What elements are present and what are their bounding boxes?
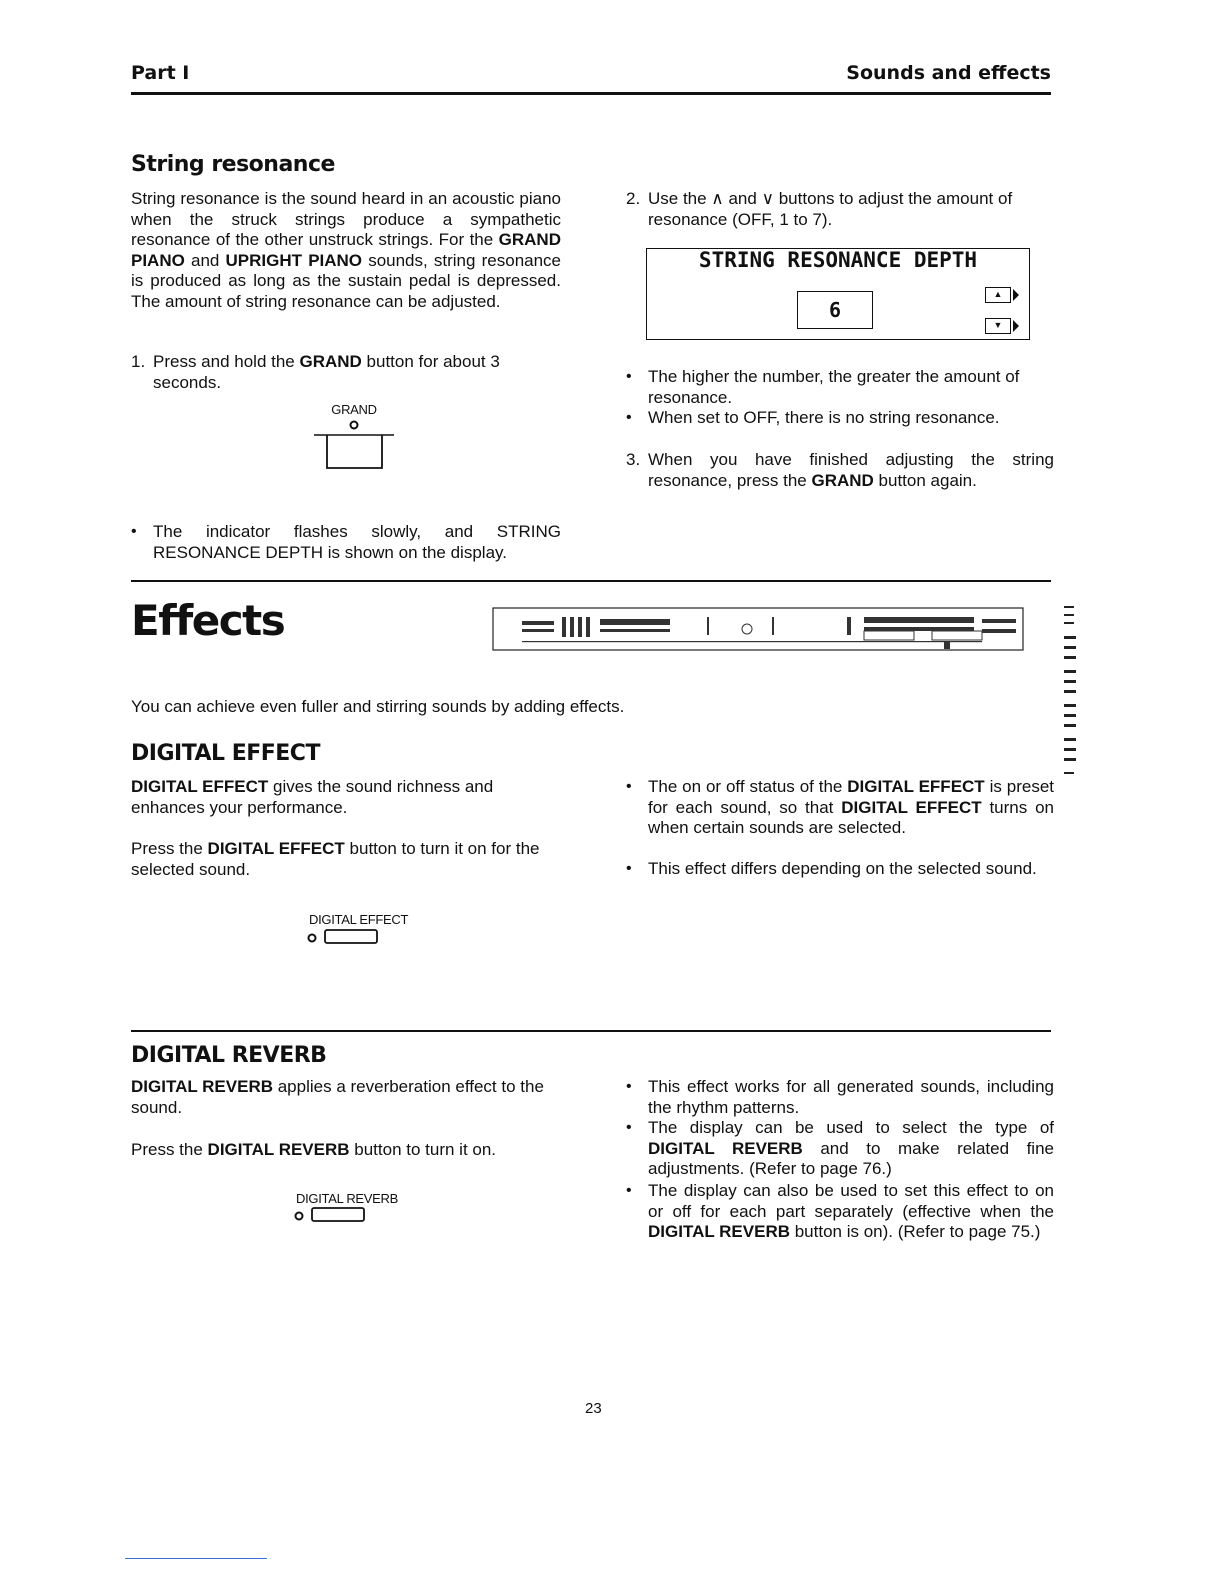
string-resonance-heading: String resonance (131, 152, 335, 177)
digital-reverb-desc: DIGITAL REVERB applies a reverberation effect to the sound. (131, 1077, 544, 1117)
digital-effect-desc: DIGITAL EFFECT gives the sound richness and enhances your performance. (131, 777, 494, 817)
digital-effect-bullet-1: • The on or off status of the DIGITAL EFFECT is preset for each sound, so that DIGITAL EFFECT turns on when certain sounds are selected. (626, 777, 1055, 838)
effects-heading: Effects (131, 596, 285, 645)
digital-reverb-button-icon[interactable] (293, 1206, 369, 1224)
grand-button-icon (310, 418, 400, 474)
digital-effect-instruction: Press the DIGITAL EFFECT button to turn it on for the selected sound. (131, 839, 540, 879)
section-rule-2 (131, 1030, 1051, 1032)
page-number: 23 (585, 1400, 602, 1417)
digital-reverb-heading: DIGITAL REVERB (131, 1043, 327, 1068)
step-1: 1. Press and hold the GRAND button for about 3 seconds. (131, 352, 500, 392)
lcd-title: STRING RESONANCE DEPTH (698, 248, 978, 272)
digital-effect-button-label: DIGITAL EFFECT (309, 912, 409, 927)
section-title: Sounds and effects (846, 62, 1051, 84)
digital-reverb-button-label: DIGITAL REVERB (296, 1191, 398, 1206)
effects-intro: You can achieve even fuller and stirring sounds by adding effects. (131, 697, 625, 716)
digital-reverb-bullet-3: • The display can also be used to set this effect to on or off for each part separately (effective when the DIGITAL REVERB button is on). (Refer to page 75.) (626, 1181, 1054, 1242)
step-3: 3. When you have finished adjusting the string resonance, press the GRAND button again. (626, 450, 1054, 490)
bullet-off: • When set to OFF, there is no string resonance. (626, 408, 1000, 427)
header-rule (131, 92, 1051, 95)
part-label: Part I (131, 62, 190, 84)
bullet-higher: • The higher the number, the greater the amount of resonance. (626, 367, 1020, 407)
bullet-indicator: • The indicator flashes slowly, and STRING RESONANCE DEPTH is shown on the display. (131, 522, 561, 562)
section-rule-1 (131, 580, 1051, 582)
lcd-display (646, 248, 1030, 340)
down-arrow-icon[interactable]: ▼ (985, 318, 1011, 334)
digital-effect-button-icon[interactable] (306, 928, 382, 946)
lcd-value: 6 (797, 291, 873, 329)
digital-effect-heading: DIGITAL EFFECT (131, 741, 320, 766)
down-pointer-icon (1013, 320, 1019, 332)
panel-illustration-icon (492, 607, 1024, 651)
digital-effect-bullet-2: • This effect differs depending on the selected sound. (626, 859, 1037, 878)
grand-button-label: GRAND (331, 402, 377, 417)
digital-reverb-bullet-2: • The display can be used to select the type of DIGITAL REVERB and to make related fine adjustments. (Refer to page 76.) (626, 1118, 1054, 1179)
digital-reverb-bullet-1: • This effect works for all generated sounds, including the rhythm patterns. (626, 1077, 1054, 1117)
step-2: 2. Use the ∧ and ∨ buttons to adjust the amount of resonance (OFF, 1 to 7). (626, 189, 1013, 229)
page-edge-marks-icon (1064, 606, 1084, 782)
footer-line (125, 1558, 267, 1559)
digital-reverb-instruction: Press the DIGITAL REVERB button to turn it on. (131, 1140, 497, 1159)
up-pointer-icon (1013, 289, 1019, 301)
up-arrow-icon[interactable]: ▲ (985, 287, 1011, 303)
string-resonance-intro: String resonance is the sound heard in an acoustic piano when the struck strings produce a sympathetic resonance of the other unstruck strings. For the GRAND PIANO and UPRIGHT PIANO sounds, string resonance is produced as long as the sustain pedal is depressed. The amount of string resonance can be adjusted. (131, 189, 562, 311)
